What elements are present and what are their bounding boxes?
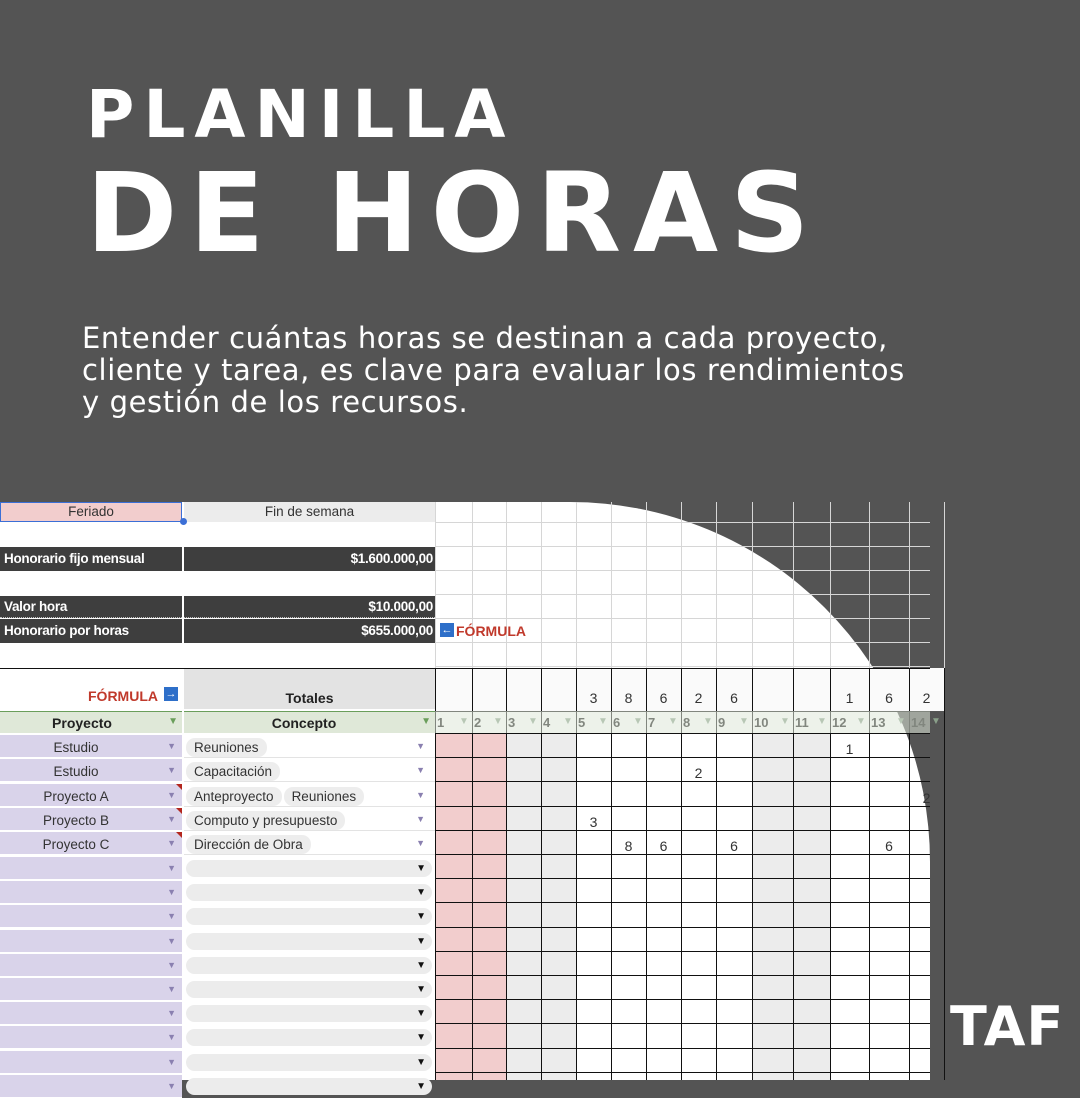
concept-dropdown[interactable] bbox=[184, 808, 435, 831]
chevron-down-icon[interactable]: ▼ bbox=[167, 1057, 176, 1067]
filter-icon[interactable]: ▼ bbox=[168, 716, 178, 727]
project-value: Proyecto B bbox=[42, 813, 110, 828]
hour-cell[interactable]: 6 bbox=[659, 838, 668, 854]
day-total: 8 bbox=[624, 690, 633, 706]
spreadsheet bbox=[0, 502, 941, 1092]
day-total: 6 bbox=[730, 690, 738, 706]
row-line bbox=[435, 902, 930, 903]
shaded-column bbox=[435, 733, 472, 1080]
day-total: 1 bbox=[845, 690, 854, 706]
grid-line bbox=[611, 502, 612, 668]
grid-line bbox=[435, 502, 436, 668]
arrow-left-icon: ← bbox=[441, 624, 453, 636]
grid-line bbox=[576, 502, 577, 668]
grid-line bbox=[435, 642, 930, 643]
hour-cell[interactable]: 2 bbox=[694, 765, 703, 781]
total-cell-bg bbox=[793, 668, 830, 711]
row-line bbox=[435, 781, 930, 782]
row-line bbox=[435, 927, 930, 928]
concept-dropdown[interactable] bbox=[186, 884, 432, 901]
concept-chip: Computo y presupuesto bbox=[186, 811, 345, 830]
row-line bbox=[435, 830, 930, 831]
day-header-bg bbox=[435, 711, 930, 733]
chevron-down-icon[interactable]: ▼ bbox=[416, 1032, 426, 1043]
shaded-column bbox=[752, 733, 793, 1080]
total-cell-bg bbox=[752, 668, 793, 711]
row-line bbox=[435, 854, 930, 855]
concept-dropdown[interactable] bbox=[184, 735, 435, 758]
concept-chip: Dirección de Obra bbox=[186, 835, 311, 854]
grid-line bbox=[435, 618, 930, 619]
chevron-down-icon[interactable]: ▼ bbox=[416, 911, 426, 922]
chevron-down-icon[interactable]: ▼ bbox=[416, 936, 426, 947]
grid-line bbox=[646, 502, 647, 668]
hour-rate-value: $10.000,00 bbox=[184, 596, 435, 618]
legend-weekend: Fin de semana bbox=[184, 502, 435, 522]
grid-line bbox=[681, 502, 682, 668]
filter-icon[interactable]: ▼ bbox=[421, 716, 431, 727]
chevron-down-icon[interactable]: ▼ bbox=[167, 1032, 176, 1042]
totals-label: Totales bbox=[184, 668, 435, 709]
chevron-down-icon[interactable]: ▼ bbox=[167, 1081, 176, 1091]
concept-chip: Anteproyecto bbox=[186, 787, 282, 806]
hour-cell[interactable]: 1 bbox=[845, 741, 854, 757]
selection-handle[interactable] bbox=[180, 518, 187, 525]
chevron-down-icon[interactable]: ▼ bbox=[416, 863, 426, 874]
chevron-down-icon[interactable]: ▼ bbox=[167, 838, 176, 848]
comment-flag-icon bbox=[176, 784, 182, 790]
legend-holiday: Feriado bbox=[0, 502, 182, 522]
project-dropdown[interactable] bbox=[0, 857, 182, 880]
row-line bbox=[435, 951, 930, 952]
grid-line bbox=[435, 522, 930, 523]
title-line-2: DE HORAS bbox=[86, 149, 822, 277]
chevron-down-icon[interactable]: ▼ bbox=[416, 741, 425, 751]
chevron-down-icon[interactable]: ▼ bbox=[416, 984, 426, 995]
chevron-down-icon[interactable]: ▼ bbox=[167, 1008, 176, 1018]
comment-flag-icon bbox=[176, 832, 182, 838]
chevron-down-icon[interactable]: ▼ bbox=[167, 911, 176, 921]
chevron-down-icon[interactable]: ▼ bbox=[416, 887, 426, 898]
chevron-down-icon[interactable]: ▼ bbox=[167, 741, 176, 751]
shaded-column bbox=[793, 733, 830, 1080]
subtitle: Entender cuántas horas se destinan a cada proyecto, cliente y tarea, es clave para evaluar los rendimientos y gestión de los recursos. bbox=[82, 321, 905, 419]
header-project bbox=[0, 711, 182, 733]
chevron-down-icon[interactable]: ▼ bbox=[416, 838, 425, 848]
row-line bbox=[435, 999, 930, 1000]
hourly-fee-label: Honorario por horas bbox=[0, 619, 182, 643]
grid-line bbox=[716, 502, 717, 668]
title-line-1: PLANILLA bbox=[86, 76, 515, 153]
hour-cell[interactable]: 8 bbox=[624, 838, 633, 854]
taf-logo: TAF bbox=[950, 995, 1065, 1058]
chevron-down-icon[interactable]: ▼ bbox=[416, 790, 425, 800]
concept-dropdown[interactable] bbox=[186, 1029, 432, 1046]
grid-line bbox=[752, 502, 753, 668]
fixed-fee-value: $1.600.000,00 bbox=[184, 547, 435, 571]
grid-line bbox=[944, 502, 945, 668]
total-cell-bg bbox=[506, 668, 541, 711]
formula-label: FÓRMULA bbox=[88, 688, 158, 704]
column-line bbox=[944, 668, 945, 1080]
header-project-label: Proyecto bbox=[52, 715, 112, 731]
project-value: Proyecto A bbox=[43, 789, 109, 804]
hour-cell[interactable]: 6 bbox=[730, 838, 738, 854]
shaded-column bbox=[541, 733, 576, 1080]
concept-dropdown[interactable] bbox=[184, 832, 435, 855]
hour-rate-label: Valor hora bbox=[0, 596, 182, 618]
chevron-down-icon[interactable]: ▼ bbox=[416, 765, 425, 775]
day-total: 6 bbox=[885, 690, 893, 706]
grid-line bbox=[909, 502, 910, 668]
shaded-column bbox=[472, 733, 506, 1080]
concept-chip: Capacitación bbox=[186, 762, 280, 781]
grid-line bbox=[506, 502, 507, 668]
project-dropdown[interactable] bbox=[0, 1051, 182, 1074]
project-dropdown[interactable] bbox=[0, 784, 182, 807]
day-total: 6 bbox=[659, 690, 668, 706]
project-dropdown[interactable] bbox=[0, 832, 182, 855]
row-line bbox=[435, 757, 930, 758]
header-concept bbox=[184, 711, 435, 733]
project-dropdown[interactable] bbox=[0, 808, 182, 831]
chevron-down-icon[interactable]: ▼ bbox=[167, 887, 176, 897]
concept-dropdown[interactable] bbox=[186, 1054, 432, 1071]
grid-line bbox=[435, 666, 930, 667]
grid-line bbox=[830, 502, 831, 668]
concept-dropdown[interactable] bbox=[184, 784, 435, 807]
total-cell-bg bbox=[541, 668, 576, 711]
project-dropdown[interactable] bbox=[0, 978, 182, 1001]
project-value: Proyecto C bbox=[42, 837, 110, 852]
project-dropdown[interactable] bbox=[0, 759, 182, 782]
total-cell-bg bbox=[472, 668, 506, 711]
project-dropdown[interactable] bbox=[0, 930, 182, 953]
day-total: 3 bbox=[589, 690, 598, 706]
row-line bbox=[435, 878, 930, 879]
day-total: 2 bbox=[694, 690, 703, 706]
chevron-down-icon[interactable]: ▼ bbox=[416, 814, 425, 824]
row-line bbox=[435, 1072, 930, 1073]
arrow-right-icon: → bbox=[165, 688, 177, 700]
project-dropdown[interactable] bbox=[0, 881, 182, 904]
concept-dropdown[interactable] bbox=[186, 908, 432, 925]
chevron-down-icon[interactable]: ▼ bbox=[167, 765, 176, 775]
concept-dropdown[interactable] bbox=[186, 860, 432, 877]
chevron-down-icon[interactable]: ▼ bbox=[416, 1081, 426, 1092]
grid-line bbox=[793, 502, 794, 668]
grid-line bbox=[869, 502, 870, 668]
concept-dropdown[interactable] bbox=[186, 1078, 432, 1095]
total-cell-bg bbox=[435, 668, 472, 711]
header-concept-label: Concepto bbox=[271, 715, 337, 731]
project-dropdown[interactable] bbox=[0, 1026, 182, 1049]
concept-dropdown[interactable] bbox=[186, 1005, 432, 1022]
chevron-down-icon[interactable]: ▼ bbox=[167, 960, 176, 970]
row-line bbox=[435, 1023, 930, 1024]
grid-line bbox=[435, 570, 930, 571]
concept-chip: Reuniones bbox=[284, 787, 365, 806]
chevron-down-icon[interactable]: ▼ bbox=[167, 814, 176, 824]
project-dropdown[interactable] bbox=[0, 1075, 182, 1098]
concept-dropdown[interactable] bbox=[184, 759, 435, 782]
project-dropdown[interactable] bbox=[0, 1002, 182, 1025]
chevron-down-icon[interactable]: ▼ bbox=[167, 984, 176, 994]
project-dropdown[interactable] bbox=[0, 954, 182, 977]
chevron-down-icon[interactable]: ▼ bbox=[416, 1057, 426, 1068]
concept-dropdown[interactable] bbox=[186, 957, 432, 974]
row-line bbox=[435, 975, 930, 976]
hour-cell[interactable]: 2 bbox=[922, 790, 931, 806]
formula-note: FÓRMULA bbox=[456, 623, 526, 639]
grid-line bbox=[435, 546, 930, 547]
filter-icon[interactable]: ▼ bbox=[931, 716, 941, 727]
shaded-column bbox=[506, 733, 541, 1080]
hourly-fee-value: $655.000,00 bbox=[184, 619, 435, 643]
hour-cell[interactable]: 6 bbox=[885, 838, 893, 854]
chevron-down-icon[interactable]: ▼ bbox=[167, 790, 176, 800]
day-total: 2 bbox=[922, 690, 931, 706]
concept-chip: Reuniones bbox=[186, 738, 267, 757]
concept-dropdown[interactable] bbox=[186, 981, 432, 998]
project-value: Estudio bbox=[53, 764, 99, 779]
concept-dropdown[interactable] bbox=[186, 933, 432, 950]
row-line bbox=[0, 668, 930, 669]
grid-line bbox=[435, 594, 930, 595]
project-dropdown[interactable] bbox=[0, 905, 182, 928]
chevron-down-icon[interactable]: ▼ bbox=[416, 960, 426, 971]
project-value: Estudio bbox=[53, 740, 99, 755]
row-line bbox=[435, 733, 930, 734]
comment-flag-icon bbox=[176, 808, 182, 814]
chevron-down-icon[interactable]: ▼ bbox=[167, 863, 176, 873]
grid-line bbox=[541, 502, 542, 668]
fixed-fee-label: Honorario fijo mensual bbox=[0, 547, 182, 571]
row-line bbox=[435, 1048, 930, 1049]
grid-line bbox=[472, 502, 473, 668]
row-line bbox=[435, 806, 930, 807]
chevron-down-icon[interactable]: ▼ bbox=[167, 936, 176, 946]
project-dropdown[interactable] bbox=[0, 735, 182, 758]
chevron-down-icon[interactable]: ▼ bbox=[416, 1008, 426, 1019]
hour-cell[interactable]: 3 bbox=[589, 814, 598, 830]
